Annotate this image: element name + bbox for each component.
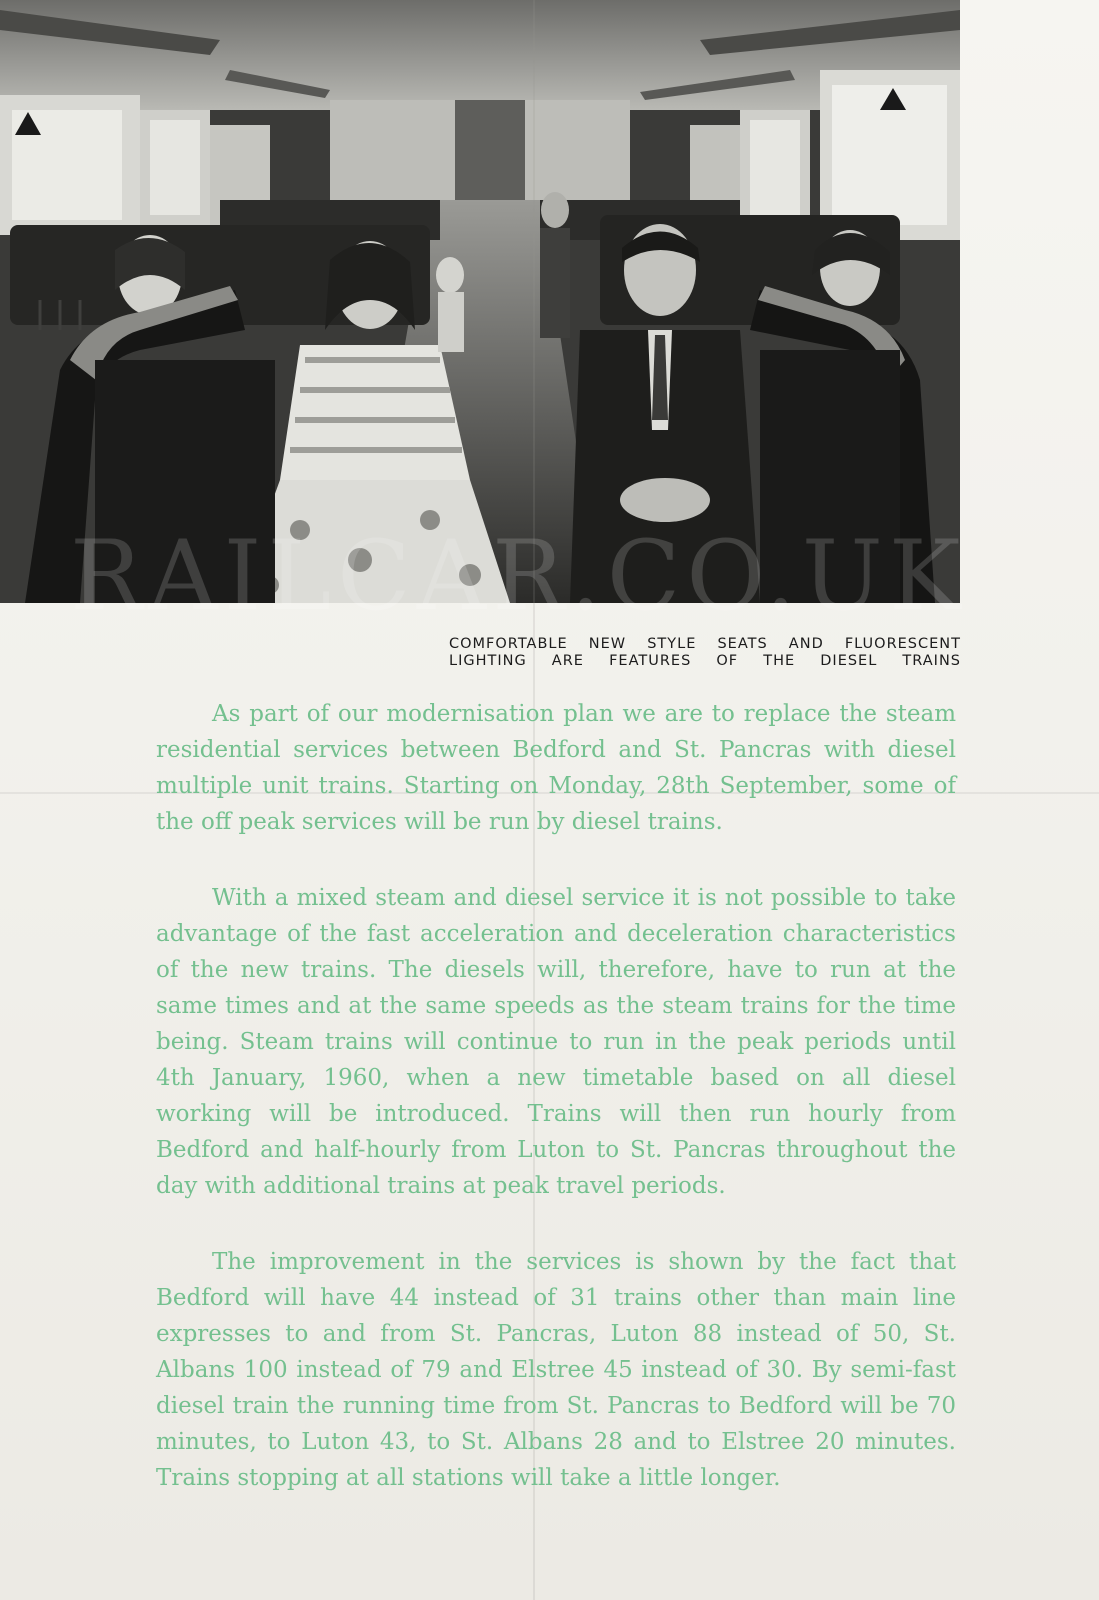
caption-line-2: LIGHTING ARE FEATURES OF THE DIESEL TRAINS [449,653,961,669]
paragraph-improvement: The improvement in the services is shown by the fact that Bedford will have 44 instead of 31 trains other than main line expresses to and from St. Pancras, Luton 88 instead of 50, St. Albans 100 instead of 79 and Elstree 45 instead of 30. By semi-fast diesel train the running time from St. Pancras to Bedford will be 70 minutes, to Luton 43, to St. Albans 28 and to Elstree 20 minutes. Trains stopping at all stations will take a little longer. [156,1249,956,1491]
caption-line-1: COMFORTABLE NEW STYLE SEATS AND FLUORESCENT [449,636,961,652]
photo-drawing [0,0,960,603]
paragraph-mixed-service: With a mixed steam and diesel service it is not possible to take advantage of the fast acceleration and deceleration characteristics of the new trains. The diesels will, therefore, have to run at the same times and at the same speeds as the steam trains for the time being. Steam trains will continue to run in the peak periods until 4th January, 1960, when a new timetable based on all diesel working will be introduced. Trains will then run hourly from Bedford and half-hourly from Luton to St. Pancras throughout the day with additional trains at peak travel periods. [156,885,956,1199]
train-interior-photo [0,0,960,603]
paragraph-modernisation: As part of our modernisation plan we are to replace the steam residential services between Bedford and St. Pancras with diesel multiple unit trains. Starting on Monday, 28th September, some of the off peak services will be run by diesel trains. [156,701,956,835]
body-text [156,696,956,1536]
photo-caption [449,636,961,670]
